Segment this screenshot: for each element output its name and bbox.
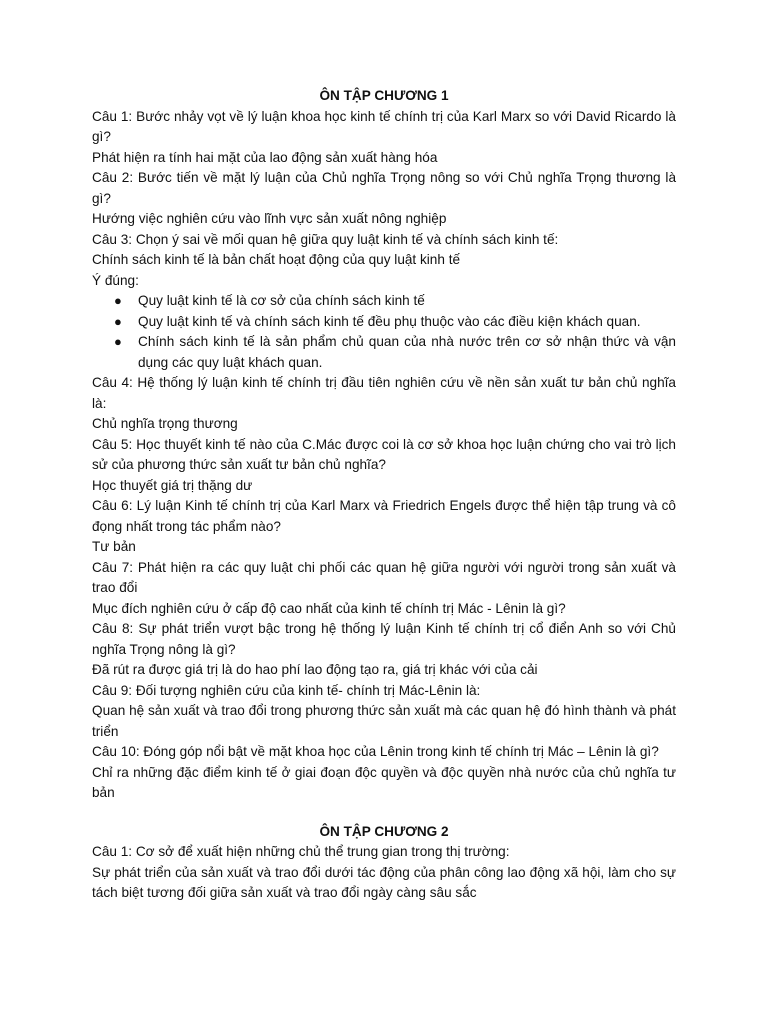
correct-options-list [92,291,676,373]
question-1: Câu 1: Bước nhảy vọt về lý luận khoa học kinh tế chính trị của Karl Marx so với David Ricardo là gì? [92,108,676,144]
question-4: Câu 4: Hệ thống lý luận kinh tế chính trị đầu tiên nghiên cứu về nền sản xuất tư bản chủ nghĩa là: [92,375,676,411]
answer-1: Phát hiện ra tính hai mặt của lao động sản xuất hàng hóa [92,149,438,165]
bullet-icon: ● [114,313,122,329]
question-7: Câu 7: Phát hiện ra các quy luật chi phối các quan hệ giữa người với người trong sản xuất và trao đổi [92,559,676,595]
answer-4: Chủ nghĩa trọng thương [92,416,238,431]
chapter-2-answer-1: Sự phát triển của sản xuất và trao đổi dưới tác động của phân công lao động xã hội, làm cho sự tách biệt tương đối giữa sản xuất và trao đổi ngày càng sâu sắc [92,864,676,900]
answer-3: Chính sách kinh tế là bản chất hoạt động của quy luật kinh tế [92,252,461,267]
question-10: Câu 10: Đóng góp nổi bật về mặt khoa học của Lênin trong kinh tế chính trị Mác – Lênin là gì? [92,744,659,759]
answer-10: Chỉ ra những đặc điểm kinh tế ở giai đoạn độc quyền và độc quyền nhà nước của chủ nghĩa tư bản [92,764,676,800]
chapter-2-heading: ÔN TẬP CHƯƠNG 2 [319,823,449,839]
question-2: Câu 2: Bước tiến về mặt lý luận của Chủ nghĩa Trọng nông so với Chủ nghĩa Trọng thương là gì? [92,170,676,206]
document-page [92,84,676,904]
list-item [92,291,676,312]
correct-options-label: Ý đúng: [92,272,139,288]
answer-6: Tư bản [92,539,136,554]
question-3: Câu 3: Chọn ý sai về mối quan hệ giữa quy luật kinh tế và chính sách kinh tế: [92,231,559,247]
bullet-icon: ● [114,334,122,349]
list-item-text: Quy luật kinh tế là cơ sở của chính sách kinh tế [138,293,425,308]
list-item-text: Chính sách kinh tế là sản phẩm chủ quan của nhà nước trên cơ sở nhận thức và vận dụng các quy luật khách quan. [138,334,676,370]
question-9: Câu 9: Đối tượng nghiên cứu của kinh tế- chính trị Mác-Lênin là: [92,682,481,698]
answer-8: Đã rút ra được giá trị là do hao phí lao động tạo ra, giá trị khác với của cải [92,662,538,677]
answer-7: Mục đích nghiên cứu ở cấp độ cao nhất của kinh tế chính trị Mác - Lênin là gì? [92,600,566,616]
question-5: Câu 5: Học thuyết kinh tế nào của C.Mác được coi là cơ sở khoa học luận chứng cho vai trò lịch sử của phương thức sản xuất tư bản chủ nghĩa? [92,436,676,472]
answer-5: Học thuyết giá trị thặng dư [92,477,253,493]
list-item-text: Quy luật kinh tế và chính sách kinh tế đều phụ thuộc vào các điều kiện khách quan. [138,313,641,329]
answer-2: Hướng việc nghiên cứu vào lĩnh vực sản xuất nông nghiệp [92,211,447,226]
bullet-icon: ● [114,293,122,308]
answer-9: Quan hệ sản xuất và trao đổi trong phương thức sản xuất mà các quan hệ đó hình thành và phát triển [92,703,676,739]
chapter-1-heading: ÔN TẬP CHƯƠNG 1 [319,88,449,103]
question-6: Câu 6: Lý luận Kinh tế chính trị của Karl Marx và Friedrich Engels được thể hiện tập trung và cô đọng nhất trong tác phẩm nào? [92,498,676,534]
list-item [92,332,676,373]
list-item [92,312,676,333]
chapter-2-question-1: Câu 1: Cơ sở để xuất hiện những chủ thể trung gian trong thị trường: [92,844,510,859]
question-8: Câu 8: Sự phát triển vượt bậc trong hệ thống lý luận Kinh tế chính trị cổ điển Anh so với Chủ nghĩa Trọng nông là gì? [92,621,676,657]
